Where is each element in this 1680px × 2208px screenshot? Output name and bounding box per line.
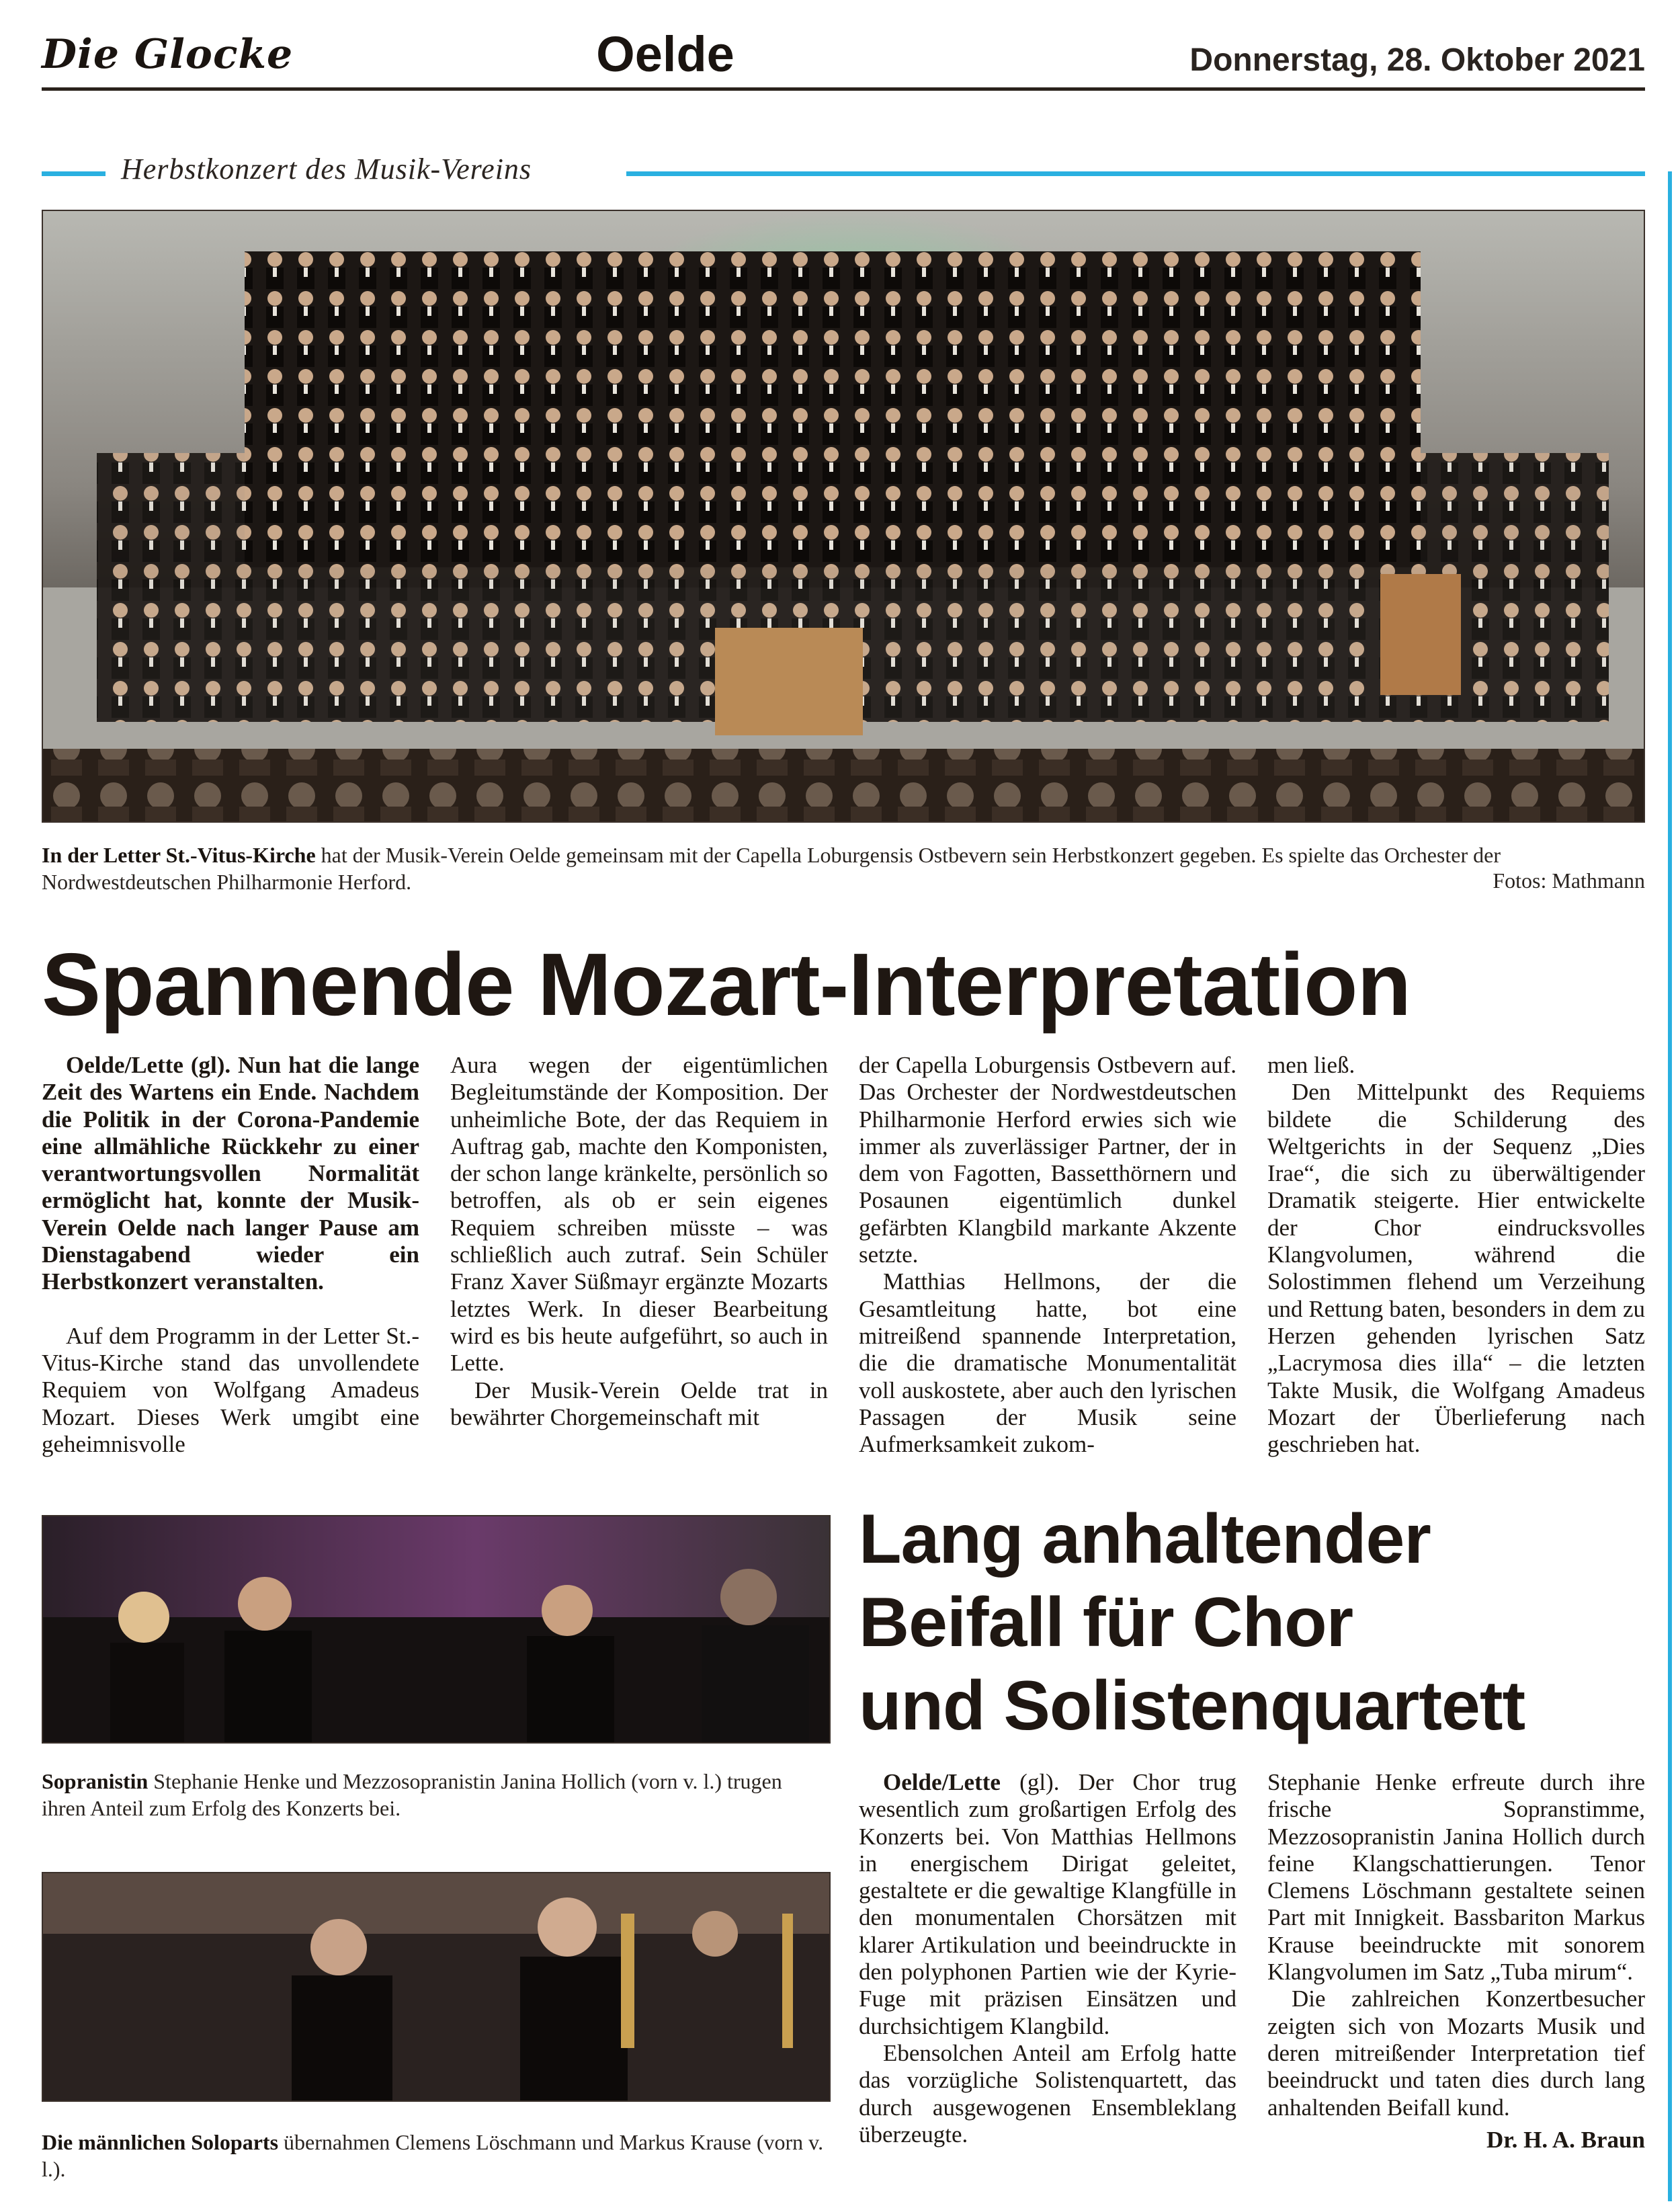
article-paragraph: Der Musik-Verein Oelde trat in bewährter Chorgemeinschaft mit (450, 1377, 828, 1430)
article-headline: Spannende Mozart-Interpretation (42, 935, 1411, 1034)
issue-date: Donnerstag, 28. Oktober 2021 (1189, 42, 1645, 78)
article-lead: Oelde/Lette (gl). Nun hat die lange Zeit des Wartens ein Ende. Nachdem die Politik in der Corona-Pandemie eine allmähliche Rückkehr zu einer verantwortungsvollen Normalität ermöglicht hat, konnte der Musik-Verein Oelde nach langer Pause am Dienstagabend wieder ein Herbstkonzert veranstalten. (42, 1052, 419, 1295)
section-city: Oelde (596, 26, 734, 82)
article-subheadline: Lang anhaltender Beifall für Chor und Solistenquartett (859, 1500, 1525, 1745)
soprano-photo (42, 1515, 831, 1744)
main-concert-photo (42, 210, 1645, 823)
soprano-caption-lead: Sopranistin (42, 1769, 149, 1793)
article-paragraph: Matthias Hellmons, der die Gesamtleitung hatte, bot eine mitreißend spannende Interpretation, die die dramatische Monumentalität voll auskostete, aber auch den lyrischen Passagen der Musik seine Aufmerksamkeit zukom- (859, 1268, 1236, 1458)
article2-lead: Oelde/Lette (883, 1769, 1001, 1795)
main-photo-caption-lead: In der Letter St.-Vitus-Kirche (42, 843, 316, 867)
article-paragraph: Aura wegen der eigentümlichen Begleitumstände der Komposition. Der unheimliche Bote, der das Requiem in Auftrag gab, machte den Komponisten, der schon lange kränkelte, persönlich so betroffen, als ob er sein eigenes Requiem schreiben müsste – was schließlich auch zutraf. Sein Schüler Franz Xaver Süßmayr ergänzte Mozarts letztes Werk. In dieser Bearbeitung wird es bis heute aufgeführt, so auch in Lette. (450, 1052, 828, 1377)
masthead-rule (42, 87, 1645, 91)
kicker-line-right (626, 171, 1645, 176)
male-soloists-caption-text: übernahmen Clemens Löschmann und Markus Krause (vorn v. l.). (42, 2130, 824, 2181)
article-paragraph: Auf dem Programm in der Letter St.-Vitus-Kirche stand das unvollendete Requiem von Wolfgang Amadeus Mozart. Dieses Werk umgibt eine geheimnisvolle (42, 1322, 419, 1457)
newspaper-logo: Die Glocke (42, 31, 294, 78)
kicker: Herbstkonzert des Musik-Vereins (121, 153, 532, 186)
article-paragraph: Stephanie Henke erfreute durch ihre frische Sopranstimme, Mezzosopranistin Janina Hollich durch feine Klangschattierungen. Tenor Clemens Löschmann gestaltete seinen Part mit Innigkeit. Bassbariton Markus Krause beeindruckte mit sonorem Klangvolumen im Satz „Tuba mirum“. (1267, 1769, 1645, 1986)
article-paragraph: Ebensolchen Anteil am Erfolg hatte das vorzügliche Solistenquartett, das durch ausgewogenen Ensembleklang überzeugte. (859, 2039, 1236, 2148)
article-paragraph: men ließ. (1267, 1052, 1355, 1078)
article2-text: (gl). Der Chor trug wesentlich zum großartigen Erfolg des Konzerts bei. Von Matthias Hellmons in energischem Dirigat geleitet, gestaltete er die gewaltige Klangfülle in den monumentalen Chorsätzen mit klarer Artikulation und beeindruckte in den polyphonen Partien wie der Kyrie-Fuge mit präzisen Einsätzen und durchsichtigem Klangbild. (859, 1769, 1236, 2039)
kicker-line-left (42, 171, 106, 176)
main-photo-caption-text: hat der Musik-Verein Oelde gemeinsam mit der Capella Loburgensis Ostbevern sein Herbstkonzert gegeben. Es spielte das Orchester der Nordwestdeutschen Philharmonie Herford. (42, 843, 1501, 894)
soprano-photo-caption (42, 1768, 828, 1822)
article-column-3 (859, 1052, 1236, 1458)
article-column-4 (1267, 1052, 1645, 1458)
page-edge-accent (1668, 171, 1672, 2201)
article-column-2 (450, 1052, 828, 1431)
article-paragraph: der Capella Loburgensis Ostbevern auf. Das Orchester der Nordwestdeutschen Philharmonie Herford erwies sich wie immer als zuverlässiger Partner, der in dem von Fagotten, Bassetthörnern und Posaunen eigentümlich dunkel gefärbten Klangbild markante Akzente setzte. (859, 1052, 1236, 1268)
article-paragraph: Die zahlreichen Konzertbesucher zeigten sich von Mozarts Musik und deren mitreißender Interpretation tief beeindruckt und taten dies durch lang anhaltenden Beifall kund. (1267, 1986, 1645, 2121)
male-soloists-caption (42, 2129, 828, 2182)
article-paragraph: Den Mittelpunkt des Requiems bildete die Schilderung des Weltgerichts in der Sequenz „Dies Irae“, die sich zu überwältigender Dramatik steigerte. Hier entwickelte der Chor eindrucksvolles Klangvolumen, während die Solostimmen flehend um Verzeihung und Rettung baten, besonders in dem zu Herzen gehenden lyrischen Satz „Lacrymosa dies illa“ – die letzten Takte Musik, die Wolfgang Amadeus Mozart der Überlieferung nach geschrieben hat. (1267, 1079, 1645, 1458)
male-soloists-photo (42, 1872, 831, 2102)
article-column-1 (42, 1052, 419, 1458)
author-byline: Dr. H. A. Braun (1486, 2126, 1645, 2153)
male-soloists-caption-lead: Die männlichen Soloparts (42, 2130, 279, 2154)
photo-credit: Fotos: Mathmann (1493, 868, 1645, 893)
article2-column-1 (859, 1769, 1236, 2148)
article2-column-2 (1267, 1769, 1645, 2154)
main-photo-caption (42, 842, 1642, 895)
soprano-caption-text: Stephanie Henke und Mezzosopranistin Janina Hollich (vorn v. l.) trugen ihren Anteil zum Erfolg des Konzerts bei. (42, 1769, 782, 1820)
